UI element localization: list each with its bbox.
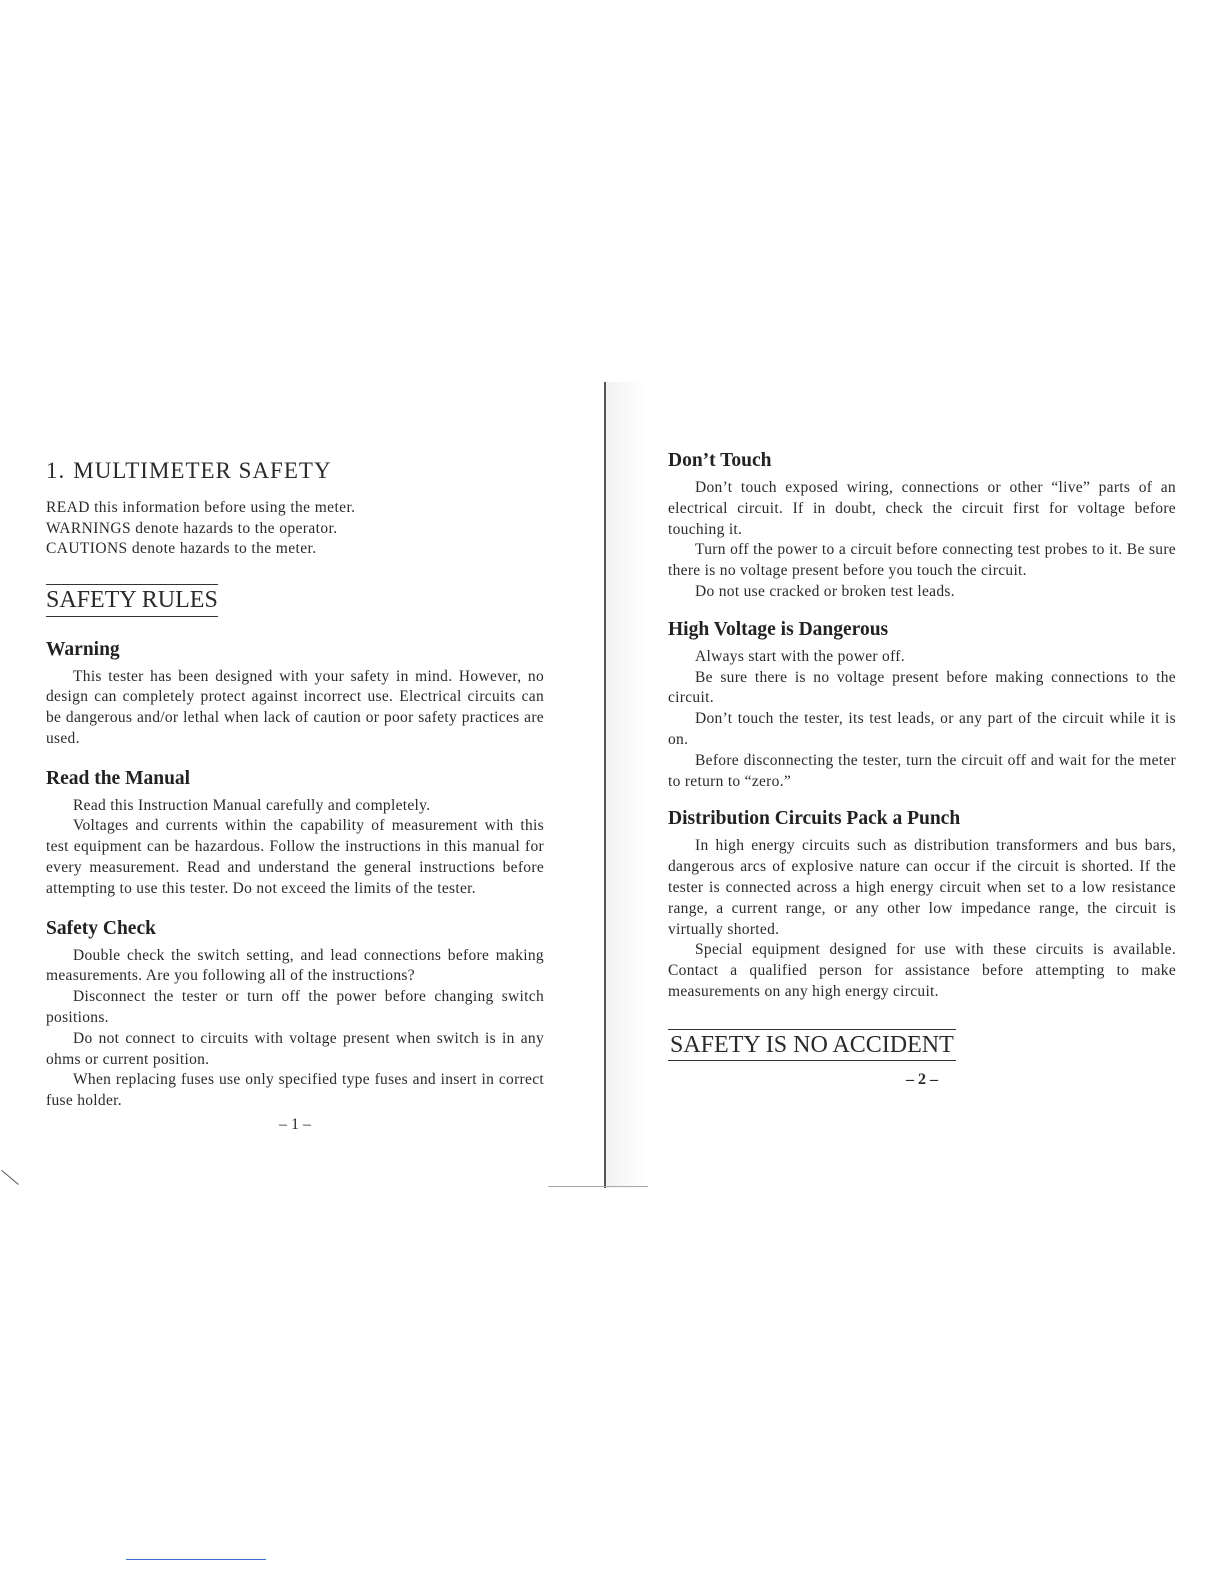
dont-touch-heading: Don’t Touch [668,450,772,471]
section-title-text: MULTIMETER SAFETY [73,458,332,483]
high-voltage-paragraph: Always start with the power off. [695,647,905,665]
high-voltage-paragraph: Don’t touch the tester, its test leads, or any part of the circuit while it is on. [668,710,1176,748]
page-number-right: – 2 – [906,1070,938,1088]
intro-line-warnings: WARNINGS denote hazards to the operator. [46,519,338,537]
safety-check-paragraph: Do not connect to circuits with voltage present when switch is in any ohms or current position. [46,1029,544,1068]
left-page [46,458,544,1134]
intro-line-read: READ this information before using the meter. [46,499,356,516]
bottom-rule [126,1559,266,1560]
read-manual-paragraph: Voltages and currents within the capability of measurement with this test equipment can be hazardous. Follow the instructions in this manual for every measurement. Read and understand the general instructions before attempting to use this tester. Do not exceed the limits of the tester. [46,817,544,897]
distribution-heading: Distribution Circuits Pack a Punch [668,808,961,830]
dont-touch-paragraph: Don’t touch exposed wiring, connections or other “live” parts of an electrical circuit. If in doubt, check the circuit first for voltage before touching it. [668,479,1176,538]
corner-mark [1,1170,18,1185]
distribution-paragraph: Special equipment designed for use with these circuits is available. Contact a qualified person for assistance before attempting to make measurements on any high energy circuit. [668,941,1176,1000]
section-number: 1. [46,458,66,483]
high-voltage-heading: High Voltage is Dangerous [668,618,889,640]
high-voltage-paragraph: Before disconnecting the tester, turn the circuit off and wait for the meter to return to “zero.” [668,751,1176,790]
safety-rules-title: SAFETY RULES [46,584,218,617]
right-page [668,450,1176,1089]
read-manual-heading: Read the Manual [46,767,191,789]
page-number-left: – 1 – [279,1116,311,1134]
safety-is-no-accident-title: SAFETY IS NO ACCIDENT [668,1029,956,1061]
safety-check-paragraph: Double check the switch setting, and lead connections before making measurements. Are you following all of the instructions? [46,946,544,985]
dont-touch-paragraph: Do not use cracked or broken test leads. [695,582,955,600]
page-bottom-edge [548,1186,648,1187]
safety-check-paragraph: Disconnect the tester or turn off the power before changing switch positions. [46,988,544,1027]
read-manual-paragraph: Read this Instruction Manual carefully and completely. [73,796,431,814]
safety-check-paragraph: When replacing fuses use only specified type fuses and insert in correct fuse holder. [46,1071,544,1110]
dont-touch-paragraph: Turn off the power to a circuit before connecting test probes to it. Be sure there is no voltage present before you touch the circuit. [668,541,1176,580]
safety-check-heading: Safety Check [46,917,156,939]
warning-heading: Warning [46,638,120,660]
page-fold-line [604,382,606,1188]
distribution-paragraph: In high energy circuits such as distribution transformers and bus bars, dangerous arcs of explosive nature can occur if the circuit is shorted. If the tester is connected across a high energy circuit when set to a low resistance range, a current range, or any other low impedance range, the circuit is virtually shorted. [668,837,1176,938]
page-fold-shadow [606,382,646,1188]
warning-paragraph: This tester has been designed with your safety in mind. However, no design can completely protect against incorrect use. Electrical circuits can be dangerous and/or lethal when lack of caution or poor safety practices are used. [46,667,544,747]
intro-line-cautions: CAUTIONS denote hazards to the meter. [46,540,317,557]
section-title [46,458,544,484]
high-voltage-paragraph: Be sure there is no voltage present before making connections to the circuit. [668,668,1176,707]
